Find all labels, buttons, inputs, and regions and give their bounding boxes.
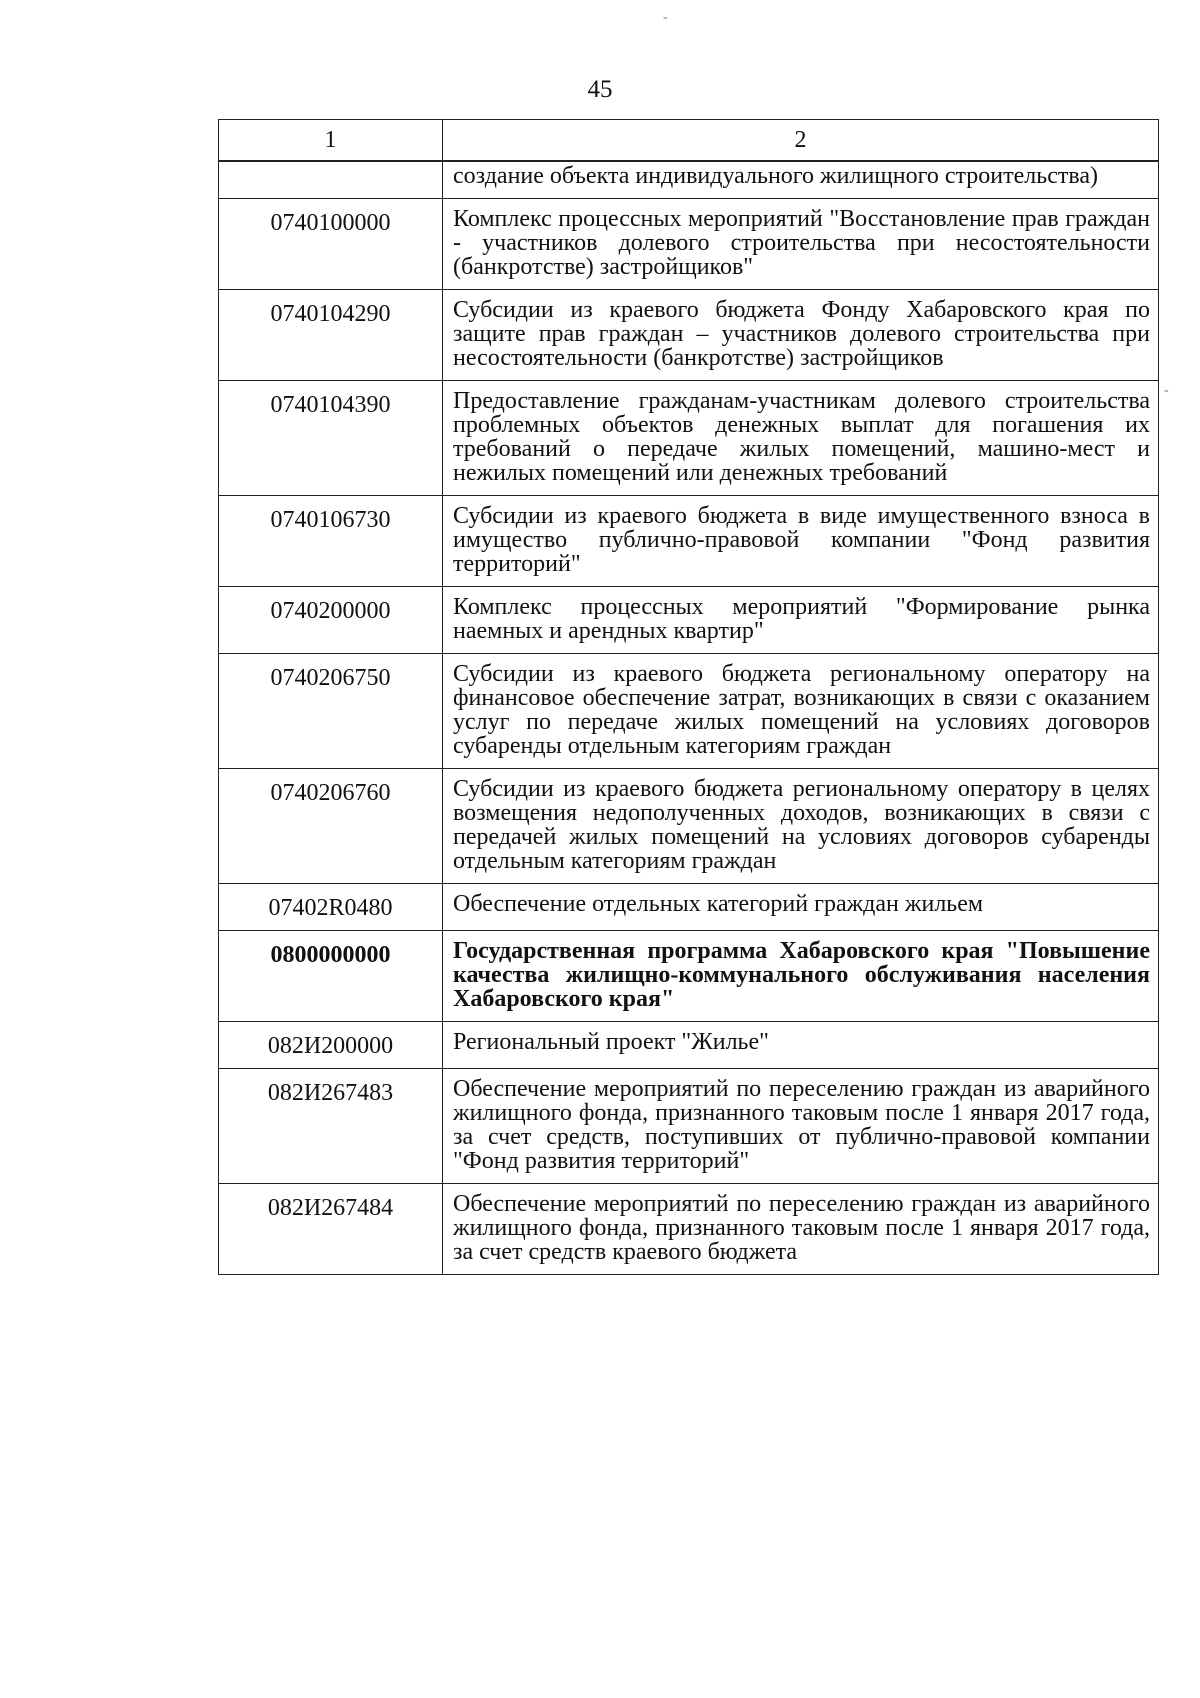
scan-mark-top: -: [663, 10, 668, 25]
row-code: 07402R0480: [219, 884, 443, 931]
table-row: [219, 1069, 1159, 1184]
table-row: [219, 769, 1159, 884]
table-row: [219, 496, 1159, 587]
row-description: Предоставление гражданам-участникам долевого строительства проблемных объектов денежных выплат для погашения их требований о передаче жилых помещений, машино-мест и нежилых помещений или денежных требований: [443, 381, 1159, 496]
page-number: 45: [587, 76, 613, 103]
table-row: [219, 587, 1159, 654]
row-description: Обеспечение мероприятий по переселению граждан из аварийного жилищного фонда, признанного таковым после 1 января 2017 года, за счет средств, поступивших от публично-правовой компании "Фонд развития территорий": [443, 1069, 1159, 1184]
column-header-description: 2: [443, 120, 1159, 162]
row-code: 0740206760: [219, 769, 443, 884]
row-code: 0740106730: [219, 496, 443, 587]
row-code: 082И267484: [219, 1184, 443, 1275]
row-description: создание объекта индивидуального жилищного строительства): [443, 161, 1159, 199]
table-header-row: [219, 120, 1159, 162]
row-code: 082И267483: [219, 1069, 443, 1184]
row-code: 0740100000: [219, 199, 443, 290]
row-code: 0800000000: [219, 931, 443, 1022]
table-row: [219, 1184, 1159, 1275]
table-row: [219, 1022, 1159, 1069]
row-code: 0740104290: [219, 290, 443, 381]
table-row: [219, 884, 1159, 931]
row-description: Комплекс процессных мероприятий "Формирование рынка наемных и арендных квартир": [443, 587, 1159, 654]
row-code: 0740200000: [219, 587, 443, 654]
budget-classification-table: [218, 119, 1159, 1275]
row-description: Региональный проект "Жилье": [443, 1022, 1159, 1069]
row-description: Обеспечение отдельных категорий граждан жильем: [443, 884, 1159, 931]
row-description: Обеспечение мероприятий по переселению граждан из аварийного жилищного фонда, признанного таковым после 1 января 2017 года, за счет средств краевого бюджета: [443, 1184, 1159, 1275]
table-row: [219, 199, 1159, 290]
row-description: Государственная программа Хабаровского края "Повышение качества жилищно-коммунального обслуживания населения Хабаровского края": [443, 931, 1159, 1022]
row-description: Субсидии из краевого бюджета Фонду Хабаровского края по защите прав граждан – участников долевого строительства при несостоятельности (банкротстве) застройщиков: [443, 290, 1159, 381]
row-description: Субсидии из краевого бюджета региональному оператору в целях возмещения недополученных доходов, возникающих в связи с передачей жилых помещений на условиях договоров субаренды отдельным категориям граждан: [443, 769, 1159, 884]
column-header-code: 1: [219, 120, 443, 162]
row-code: [219, 161, 443, 199]
row-code: 082И200000: [219, 1022, 443, 1069]
row-code: 0740104390: [219, 381, 443, 496]
row-description: Субсидии из краевого бюджета в виде имущественного взноса в имущество публично-правовой компании "Фонд развития территорий": [443, 496, 1159, 587]
row-description: Комплекс процессных мероприятий "Восстановление прав граждан - участников долевого строительства при несостоятельности (банкротстве) застройщиков": [443, 199, 1159, 290]
table-row: [219, 654, 1159, 769]
table-row: [219, 161, 1159, 199]
table-row: [219, 290, 1159, 381]
row-code: 0740206750: [219, 654, 443, 769]
row-description: Субсидии из краевого бюджета региональному оператору на финансовое обеспечение затрат, возникающих в связи с оказанием услуг по передаче жилых помещений на условиях договоров субаренды отдельным категориям граждан: [443, 654, 1159, 769]
scan-mark-edge: -: [1164, 383, 1169, 398]
table-row: [219, 381, 1159, 496]
table-row-program: [219, 931, 1159, 1022]
